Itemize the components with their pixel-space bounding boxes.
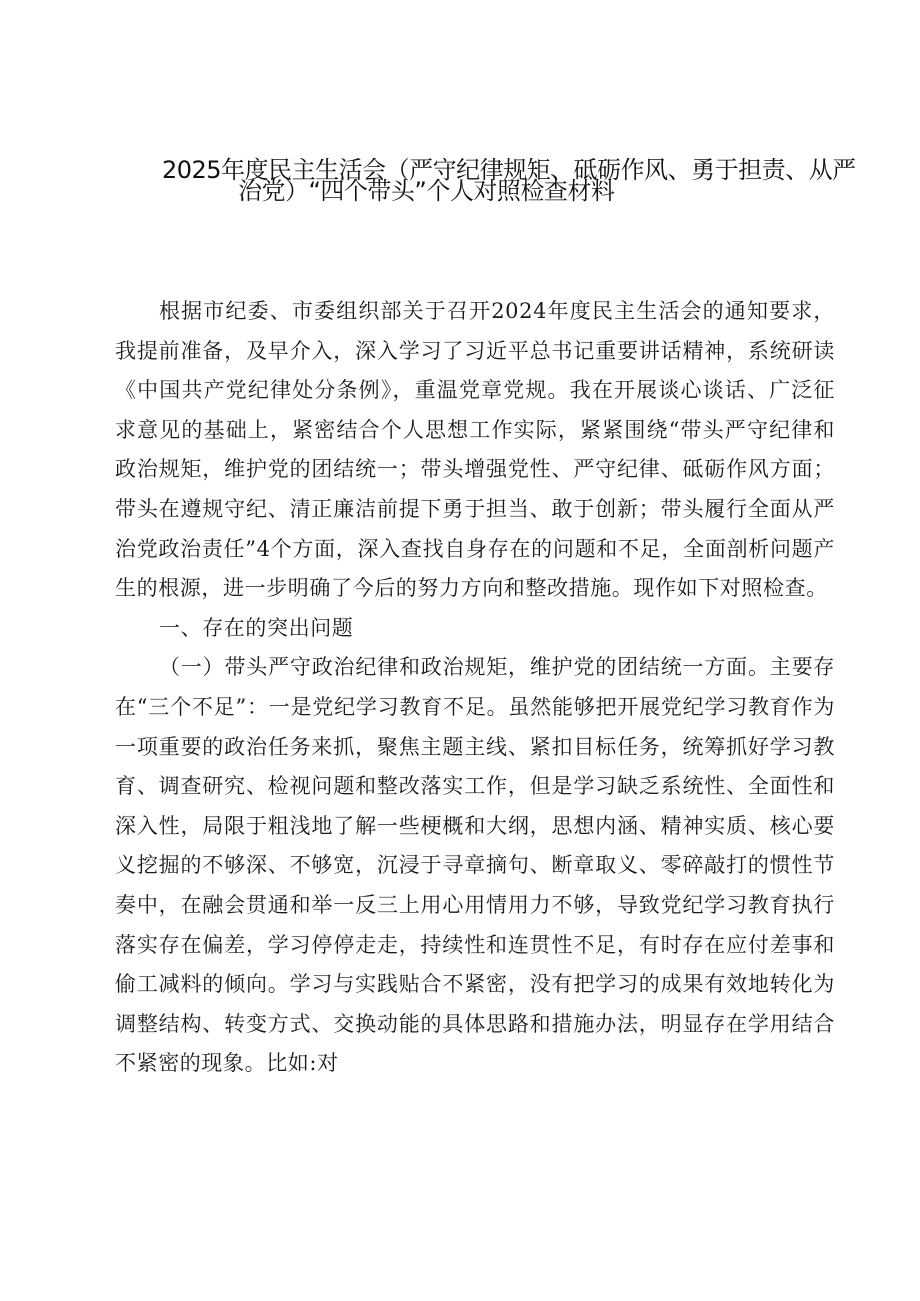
document-body [115, 292, 835, 1084]
document-title-line-1: 2025年度民主生活会（严守纪律规矩、砥砺作风、勇于担责、从严 [162, 156, 856, 184]
intro-paragraph: 根据市纪委、市委组织部关于召开2024年度民主生活会的通知要求，我提前准备，及早介入，深入学习了习近平总书记重要讲话精神，系统研读《中国共产党纪律处分条例》，重温党章党规。我在开展谈心谈话、广泛征求意见的基础上，紧密结合个人思想工作实际，紧紧围绕“带头严守纪律和政治规矩，维护党的团结统一；带头增强党性、严守纪律、砥砺作风方面；带头在遵规守纪、清正廉洁前提下勇于担当、敢于创新；带头履行全面从严治党政治责任”4个方面，深入查找自身存在的问题和不足，全面剖析问题产生的根源，进一步明确了今后的努力方向和整改措施。现作如下对照检查。 [115, 299, 835, 601]
section-paragraph: （一）带头严守政治纪律和政治规矩，维护党的团结统一方面。主要存在“三个不足”：一是党纪学习教育不足。虽然能够把开展党纪学习教育作为一项重要的政治任务来抓，聚焦主题主线、紧扣目标任务，统筹抓好学习教育、调查研究、检视问题和整改落实工作，但是学习缺乏系统性、全面性和深入性，局限于粗浅地了解一些梗概和大纲，思想内涵、精神实质、核心要义挖掘的不够深、不够宽，沉浸于寻章摘句、断章取义、零碎敲打的惯性节奏中，在融会贯通和举一反三上用心用情用力不够，导致党纪学习教育执行落实存在偏差，学习停停走走，持续性和连贯性不足，有时存在应付差事和偷工减料的倾向。学习与实践贴合不紧密，没有把学习的成果有效地转化为调整结构、转变方式、交换动能的具体思路和措施办法，明显存在学用结合不紧密的现象。比如:对 [115, 655, 835, 1076]
section-heading: 一、存在的突出问题 [159, 615, 354, 640]
document-title-line-2: 治党）“四个带头”个人对照检查材料 [238, 177, 615, 205]
